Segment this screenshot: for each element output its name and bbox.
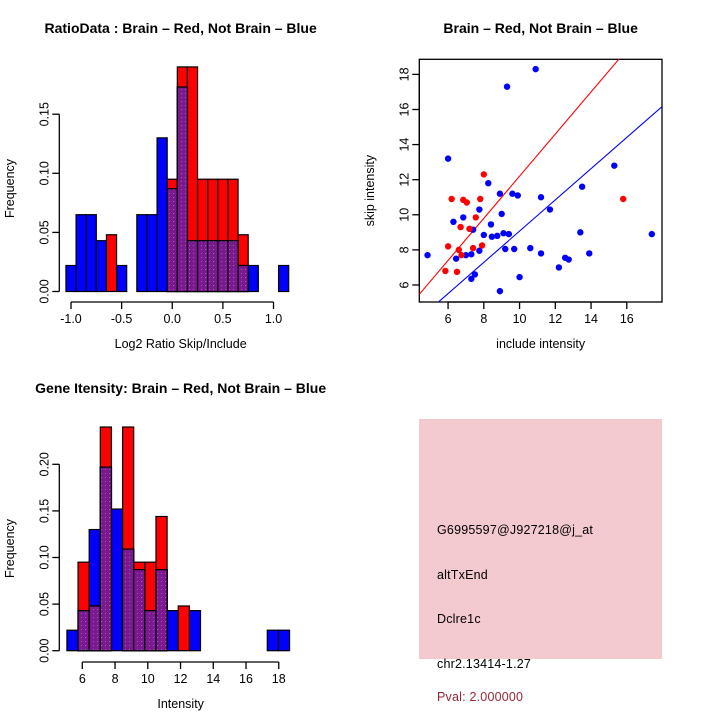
scatter-point-red — [458, 252, 464, 258]
x-axis-label: Intensity — [157, 697, 204, 711]
panel-gene-intensity-histogram — [0, 360, 360, 720]
x-tick-label: 6 — [78, 672, 86, 686]
histogram-bar-blue — [279, 266, 289, 292]
gene-symbol-text: Dclre1c — [437, 612, 481, 626]
scatter-point-red — [457, 224, 463, 230]
panel-gene-info — [360, 360, 720, 720]
histogram-bar-blue — [267, 630, 278, 651]
scatter-point-blue — [468, 251, 474, 257]
y-axis-label: Frequency — [3, 518, 17, 579]
scatter-point-blue — [566, 256, 572, 262]
x-axis — [79, 662, 286, 686]
scatter-point-blue — [476, 206, 482, 212]
y-tick-label: 10 — [397, 207, 412, 222]
scatter-point-red — [464, 199, 470, 205]
x-tick-label: 8 — [111, 672, 119, 686]
histogram-bars — [66, 67, 289, 292]
x-tick-label: 14 — [206, 672, 221, 686]
y-tick-label: 0.10 — [37, 161, 52, 186]
histogram-bar-overlap-texture — [123, 549, 134, 651]
x-tick-label: 16 — [239, 672, 253, 686]
chromosome-location-text: chr2.13414-1.27 — [437, 657, 532, 671]
y-tick-label: 0.00 — [37, 279, 52, 304]
histogram-bar-blue — [86, 215, 96, 292]
panel-title: Brain – Red, Not Brain – Blue — [443, 20, 638, 36]
histogram-bar-overlap-texture — [134, 570, 145, 651]
histogram-bar-blue — [76, 215, 86, 292]
scatter-point-red — [479, 242, 485, 248]
scatter-point-red — [473, 214, 479, 220]
scatter-point-blue — [532, 66, 538, 72]
scatter-point-blue — [497, 191, 503, 197]
histogram-bar-blue — [66, 266, 76, 292]
histogram-bar-overlap-texture — [78, 611, 89, 651]
histogram-bar-blue — [67, 630, 78, 651]
scatter-point-blue — [579, 184, 585, 190]
scatter-point-red — [477, 196, 483, 202]
histogram-bar-red — [178, 606, 189, 651]
panel-title: RatioData : Brain – Red, Not Brain – Blue — [44, 20, 317, 36]
plot-border — [419, 59, 662, 302]
scatter-point-blue — [649, 231, 655, 237]
x-axis-label: include intensity — [496, 337, 586, 351]
y-tick-label: 0.20 — [37, 452, 52, 477]
histogram-bar-overlap-texture — [100, 467, 111, 651]
scatter-point-blue — [460, 214, 466, 220]
scatter-point-blue — [556, 264, 562, 270]
scatter-point-blue — [488, 221, 494, 227]
x-tick-label: 12 — [548, 312, 563, 326]
y-tick-label: 0.00 — [37, 638, 52, 663]
y-tick-label: 8 — [397, 246, 412, 254]
scatter-point-blue — [445, 155, 451, 161]
scatter-point-blue — [498, 211, 504, 217]
y-axis — [37, 102, 59, 304]
x-tick-label: 18 — [271, 672, 286, 686]
scatter-point-blue — [468, 276, 474, 282]
y-tick-label: 0.10 — [37, 545, 52, 570]
panel-ratio-histogram — [0, 0, 360, 360]
histogram-bar-blue — [137, 215, 147, 292]
y-tick-label: 6 — [397, 281, 412, 289]
histogram-bar-blue — [189, 611, 200, 651]
scatter-point-red — [445, 243, 451, 249]
scatter-point-red — [454, 269, 460, 275]
pval-text: Pval: 2.000000 — [437, 690, 524, 704]
y-tick-label: 16 — [397, 102, 412, 117]
scatter-point-blue — [504, 83, 510, 89]
histogram-bar-blue — [248, 266, 258, 292]
scatter-point-blue — [506, 231, 512, 237]
histogram-bar-blue — [117, 266, 127, 292]
ratio-histogram-chart — [0, 0, 360, 360]
histogram-bar-overlap-texture — [228, 241, 238, 292]
x-tick-label: 6 — [444, 312, 452, 326]
histogram-bar-red — [106, 235, 116, 292]
scatter-point-blue — [502, 246, 508, 252]
scatter-point-blue — [494, 233, 500, 239]
y-tick-label: 12 — [397, 172, 412, 187]
histogram-bar-blue — [157, 138, 167, 292]
probe-id-text: G6995597@J927218@j_at — [437, 523, 594, 537]
histogram-bar-overlap-texture — [187, 241, 197, 292]
histogram-bars — [67, 427, 290, 651]
scatter-point-red — [442, 268, 448, 274]
scatter-point-blue — [450, 219, 456, 225]
histogram-bar-blue — [167, 611, 178, 651]
x-tick-label: 16 — [619, 312, 634, 326]
panel-intensity-scatter — [360, 0, 720, 360]
intensity-scatter-chart — [360, 0, 720, 360]
scatter-point-blue — [611, 162, 617, 168]
x-tick-label: 0.5 — [214, 312, 232, 326]
x-tick-label: -1.0 — [60, 312, 82, 326]
scatter-point-red — [470, 245, 476, 251]
x-tick-label: 12 — [173, 672, 188, 686]
y-axis-label: Frequency — [3, 158, 17, 219]
x-tick-label: 8 — [480, 312, 488, 326]
y-tick-label: 18 — [397, 67, 412, 82]
gene-intensity-histogram-chart — [0, 360, 360, 720]
y-axis-label: skip intensity — [363, 154, 377, 227]
scatter-point-blue — [500, 230, 506, 236]
x-axis — [445, 302, 634, 326]
scatter-point-blue — [453, 255, 459, 261]
histogram-bar-overlap-texture — [198, 241, 208, 292]
panel-title: Gene Itensity: Brain – Red, Not Brain – Blue — [35, 380, 327, 396]
histogram-bar-blue — [278, 630, 289, 651]
x-axis-label: Log2 Ratio Skip/Include — [114, 337, 247, 351]
scatter-point-blue — [516, 274, 522, 280]
scatter-point-blue — [547, 206, 553, 212]
scatter-point-blue — [538, 194, 544, 200]
x-tick-label: 10 — [140, 672, 155, 686]
scatter-point-blue — [515, 192, 521, 198]
y-tick-label: 0.05 — [37, 220, 52, 245]
scatter-point-blue — [424, 252, 430, 258]
x-tick-label: 14 — [584, 312, 599, 326]
histogram-bar-blue — [111, 509, 122, 651]
fit-line-blue — [419, 107, 662, 319]
x-tick-label: -0.5 — [110, 312, 133, 326]
scatter-point-blue — [511, 246, 517, 252]
histogram-bar-overlap-texture — [167, 189, 177, 292]
histogram-bar-overlap-texture — [177, 87, 187, 291]
y-axis — [37, 452, 59, 663]
scatter-point-blue — [481, 232, 487, 238]
scatter-point-blue — [538, 250, 544, 256]
histogram-bar-overlap-texture — [208, 241, 218, 292]
histogram-bar-blue — [147, 215, 157, 292]
scatter-point-blue — [497, 288, 503, 294]
y-axis — [397, 67, 419, 288]
histogram-bar-overlap-texture — [218, 241, 228, 292]
x-tick-label: 0.0 — [163, 312, 181, 326]
y-tick-label: 14 — [397, 137, 412, 152]
scatter-point-red — [466, 226, 472, 232]
x-tick-label: 1.0 — [264, 312, 283, 326]
scatter-point-blue — [586, 250, 592, 256]
histogram-bar-overlap-texture — [156, 570, 167, 651]
histogram-bar-overlap-texture — [238, 266, 248, 292]
y-tick-label: 0.15 — [37, 102, 52, 127]
scatter-point-blue — [485, 180, 491, 186]
y-tick-label: 0.15 — [37, 498, 52, 524]
scatter-point-blue — [489, 234, 495, 240]
scatter-point-red — [620, 196, 626, 202]
histogram-bar-blue — [96, 241, 106, 292]
x-tick-label: 10 — [512, 312, 527, 326]
histogram-bar-overlap-texture — [145, 611, 156, 651]
gene-info-box — [419, 419, 662, 704]
scatter-point-blue — [527, 245, 533, 251]
scatter-point-blue — [577, 229, 583, 235]
scatter-point-red — [481, 171, 487, 177]
scatter-point-red — [448, 196, 454, 202]
y-tick-label: 0.05 — [37, 591, 52, 617]
x-axis — [60, 302, 282, 326]
scatter-points — [424, 66, 655, 294]
event-type-text: altTxEnd — [437, 568, 488, 582]
histogram-bar-overlap-texture — [89, 606, 100, 651]
